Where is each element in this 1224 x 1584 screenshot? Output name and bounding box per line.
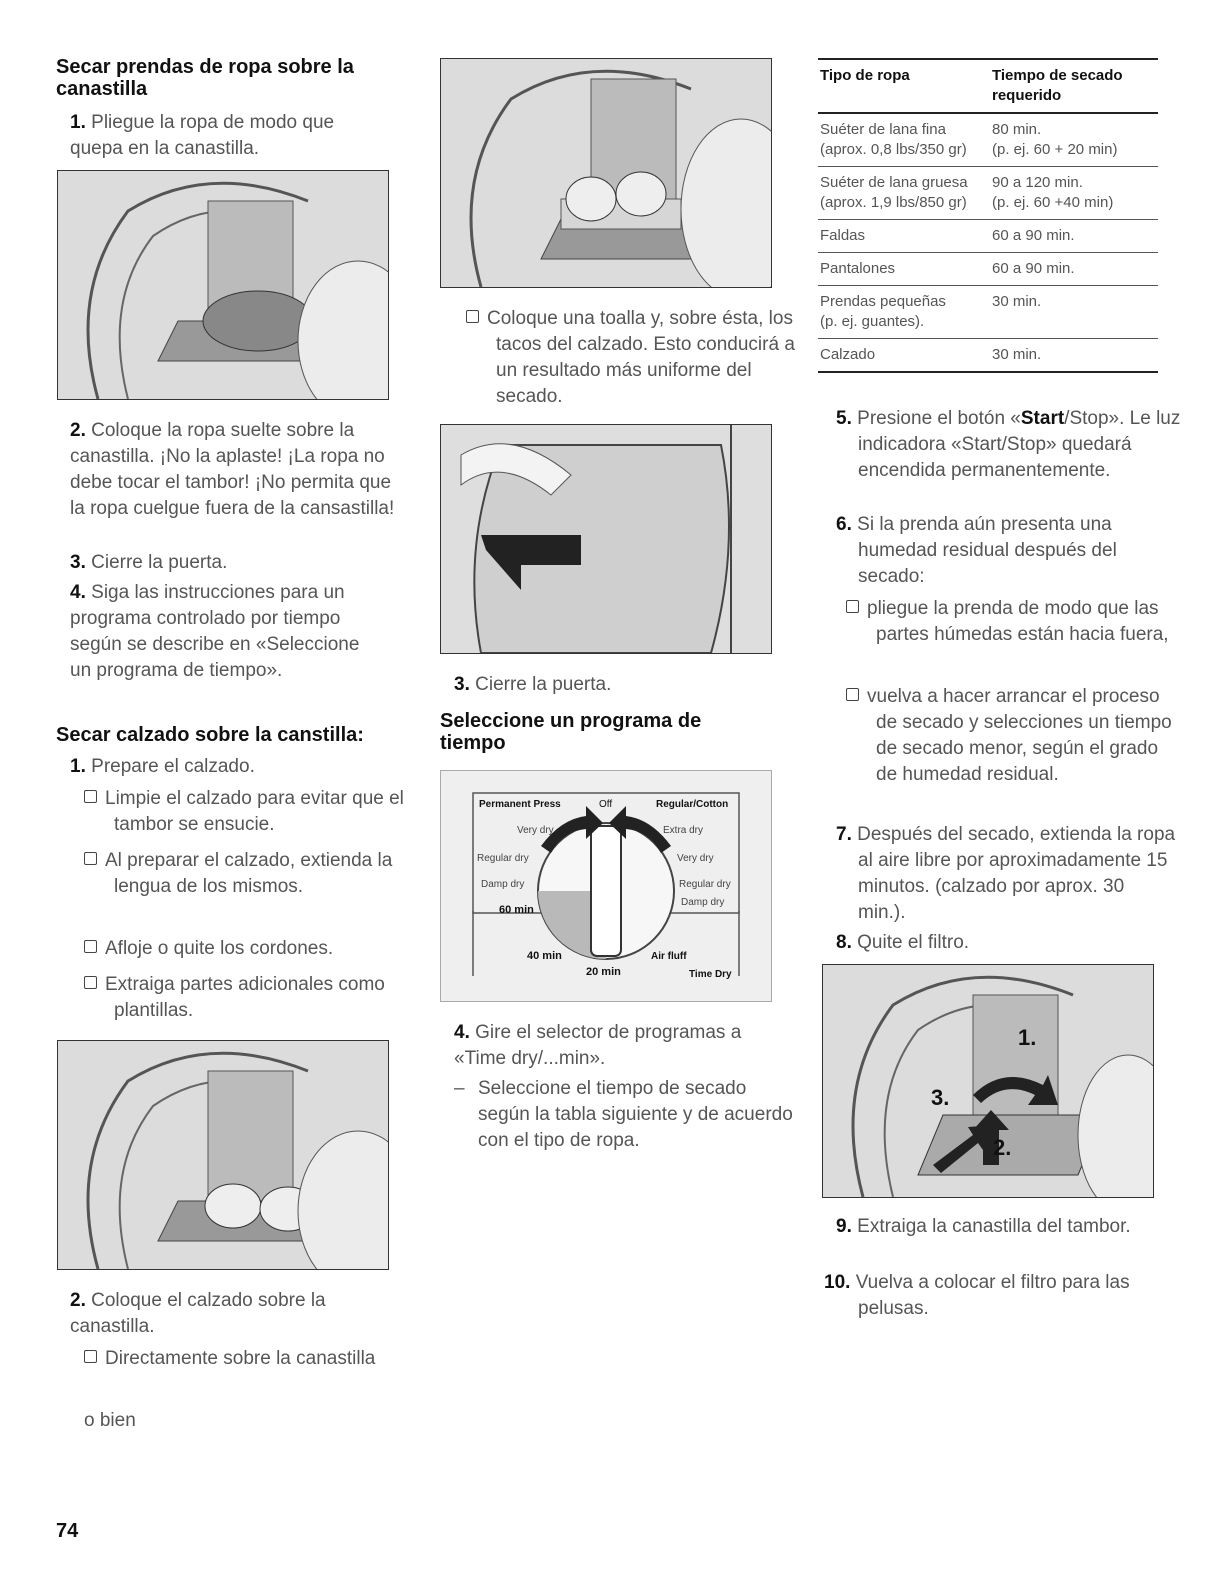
cell-type-detail: (aprox. 1,9 lbs/850 gr): [820, 194, 967, 211]
figure-remove-filter: [822, 964, 1154, 1198]
dial-label-off: Off: [599, 799, 613, 810]
cell-time-detail: (p. ej. 60 +40 min): [992, 194, 1114, 211]
cell-type-detail: (p. ej. guantes).: [820, 313, 925, 330]
cell-type-detail: (aprox. 0,8 lbs/350 gr): [820, 141, 967, 158]
checkbox-icon: [846, 688, 859, 701]
checkbox-icon: [84, 976, 97, 989]
cell-type: Faldas: [820, 227, 866, 244]
step-10: [824, 1270, 1188, 1322]
checkbox-icon: [84, 940, 97, 953]
bullet-restart: [846, 684, 1176, 788]
dial-label-damp-dry-left: Damp dry: [481, 879, 525, 890]
start-label: Start: [1020, 408, 1065, 429]
cell-type: Pantalones: [820, 260, 896, 277]
dial-label-very-dry-left: Very dry: [517, 825, 554, 836]
bullet-text: Limpie el calzado para evitar que el tambor se ensucie.: [105, 788, 404, 835]
heading-select-program: Seleccione un programa de tiempo: [440, 710, 702, 754]
cell-time: 80 min.: [992, 121, 1042, 138]
cell-time: 30 min.: [992, 346, 1042, 363]
dash-icon: –: [454, 1078, 465, 1099]
cell-time: 30 min.: [992, 293, 1042, 310]
checkbox-icon: [466, 310, 479, 323]
figure-label-3: 3.: [931, 1085, 950, 1110]
checkbox-icon: [84, 790, 97, 803]
dial-label-damp-dry-right: Damp dry: [681, 897, 725, 908]
figure-basket-shoes: [57, 1040, 389, 1270]
table-row: [818, 253, 1158, 286]
step-text: Presione el botón «: [857, 408, 1021, 429]
cell-time: 60 a 90 min.: [992, 227, 1075, 244]
table-row: [818, 286, 1158, 339]
bullet-towel: [466, 306, 816, 410]
step-text: Vuelva a colocar el filtro para las pelusas.: [855, 1272, 1130, 1319]
step-6: [836, 512, 1174, 590]
step-number: 10.: [824, 1272, 851, 1293]
dial-label-very-dry-right: Very dry: [677, 853, 714, 864]
bullet-text: Directamente sobre la canastilla: [105, 1348, 376, 1369]
step-1b: [70, 754, 390, 780]
cell-time: 90 a 120 min.: [992, 174, 1083, 191]
step-text: /Stop». Le luz indicadora «Start/Stop» quedará encendida permanentemente.: [858, 408, 1181, 481]
checkbox-icon: [84, 852, 97, 865]
step-number: 5.: [836, 408, 852, 429]
step-text: Gire el selector de programas a «Time dry/...min».: [454, 1022, 742, 1069]
cell-type: Suéter de lana gruesa: [820, 174, 968, 191]
step-text: Quite el filtro.: [857, 932, 970, 953]
step-number: 4.: [454, 1022, 470, 1043]
bullet-insoles: [84, 972, 414, 1024]
bullet-laces: [84, 936, 414, 962]
step-4: [70, 580, 380, 684]
page-number: 74: [56, 1520, 79, 1542]
cell-time: 60 a 90 min.: [992, 260, 1075, 277]
heading-dry-shoes: Secar calzado sobre la canstilla:: [56, 724, 364, 746]
step-number: 2.: [70, 420, 86, 441]
dial-label-40-min: 40 min: [527, 950, 562, 962]
step-text: Prepare el calzado.: [91, 756, 255, 777]
bullet-text: pliegue la prenda de modo que las partes húmedas están hacia fuera,: [867, 598, 1169, 645]
step-5: [836, 406, 1188, 484]
figure-basket-clothes: [57, 170, 389, 400]
bullet-clean-shoes: [84, 786, 414, 838]
step-number: 3.: [454, 674, 470, 695]
figure-close-door: [440, 424, 772, 654]
step-text: Cierre la puerta.: [475, 674, 612, 695]
step-text: Si la prenda aún presenta una humedad residual después del secado:: [857, 514, 1117, 587]
cell-time-detail: (p. ej. 60 + 20 min): [992, 141, 1118, 158]
dial-label-regular-dry-left: Regular dry: [477, 853, 529, 864]
checkbox-icon: [84, 1350, 97, 1363]
dial-label-regular-dry-right: Regular dry: [679, 879, 731, 890]
bullet-directly: [84, 1346, 414, 1372]
table-header-time: Tiempo de secado requerido: [992, 67, 1123, 104]
step-number: 2.: [70, 1290, 86, 1311]
dial-label-60-min: 60 min: [499, 904, 534, 916]
drying-time-table: [818, 58, 1158, 373]
checkbox-icon: [846, 600, 859, 613]
step-7: [836, 822, 1176, 926]
step-number: 6.: [836, 514, 852, 535]
table-header-type: Tipo de ropa: [820, 67, 910, 84]
step-text: Pliegue la ropa de modo que quepa en la canastilla.: [70, 112, 335, 159]
dial-label-extra-dry: Extra dry: [663, 825, 704, 836]
or-text: o bien: [84, 1410, 136, 1431]
step-text: Después del secado, extienda la ropa al aire libre por aproximadamente 15 minutos. (calzado por aprox. 30 min.).: [857, 824, 1176, 923]
bullet-text: Coloque una toalla y, sobre ésta, los tacos del calzado. Esto conducirá a un resultado más uniforme del secado.: [487, 308, 795, 407]
step-8: [836, 930, 1174, 956]
step-number: 3.: [70, 552, 86, 573]
dash-text: Seleccione el tiempo de secado según la tabla siguiente y de acuerdo con el tipo de ropa.: [478, 1078, 793, 1151]
dial-label-permanent-press: Permanent Press: [479, 799, 561, 810]
bullet-fold: [846, 596, 1176, 648]
table-row: [818, 167, 1158, 220]
cell-type: Prendas pequeñas: [820, 293, 946, 310]
table-row: [818, 113, 1158, 167]
step-3b: [454, 672, 774, 698]
step-text: Extraiga la canastilla del tambor.: [857, 1216, 1131, 1237]
bullet-extend-tongue: [84, 848, 414, 900]
table-row: [818, 220, 1158, 253]
step-number: 1.: [70, 112, 86, 133]
step-text: Coloque el calzado sobre la canastilla.: [70, 1290, 326, 1337]
step-number: 4.: [70, 582, 86, 603]
bullet-text: Extraiga partes adicionales como plantillas.: [105, 974, 385, 1021]
step-1: [70, 110, 390, 162]
dial-label-time-dry: Time Dry: [689, 969, 732, 980]
step-number: 1.: [70, 756, 86, 777]
dial-label-air-fluff: Air fluff: [651, 951, 687, 962]
step-text: Cierre la puerta.: [91, 552, 228, 573]
figure-program-dial: [440, 770, 772, 1002]
cell-type: Calzado: [820, 346, 876, 363]
step-9: [836, 1214, 1174, 1240]
table-header: [818, 59, 1158, 113]
figure-label-1: 1.: [1018, 1025, 1037, 1050]
heading-dry-clothes: Secar prendas de ropa sobre la canastilla: [56, 56, 354, 100]
bullet-text: vuelva a hacer arrancar el proceso de secado y selecciones un tiempo de secado menor, según el grado de humedad residual.: [867, 686, 1172, 785]
table-row: [818, 339, 1158, 373]
step-number: 9.: [836, 1216, 852, 1237]
step-number: 8.: [836, 932, 852, 953]
figure-label-2: 2.: [993, 1135, 1012, 1160]
step-3: [70, 550, 390, 576]
bullet-text: Al preparar el calzado, extienda la lengua de los mismos.: [105, 850, 393, 897]
step-2: [70, 418, 395, 522]
step-text: Siga las instrucciones para un programa controlado por tiempo según se describe en «Seleccione un programa de tiempo».: [70, 582, 360, 681]
dial-label-regular-cotton: Regular/Cotton: [656, 799, 729, 810]
figure-towel-shoes: [440, 58, 772, 288]
step-2b: [70, 1288, 390, 1340]
cell-type: Suéter de lana fina: [820, 121, 946, 138]
bullet-text: Afloje o quite los cordones.: [105, 938, 334, 959]
dial-label-20-min: 20 min: [586, 966, 621, 978]
step-text: Coloque la ropa suelte sobre la canastilla. ¡No la aplaste! ¡La ropa no debe tocar el tambor! ¡No permita que la ropa cuelgue fuera de la cansastilla!: [70, 420, 395, 519]
dash-item: [454, 1076, 803, 1154]
step-4b: [454, 1020, 784, 1072]
step-number: 7.: [836, 824, 852, 845]
